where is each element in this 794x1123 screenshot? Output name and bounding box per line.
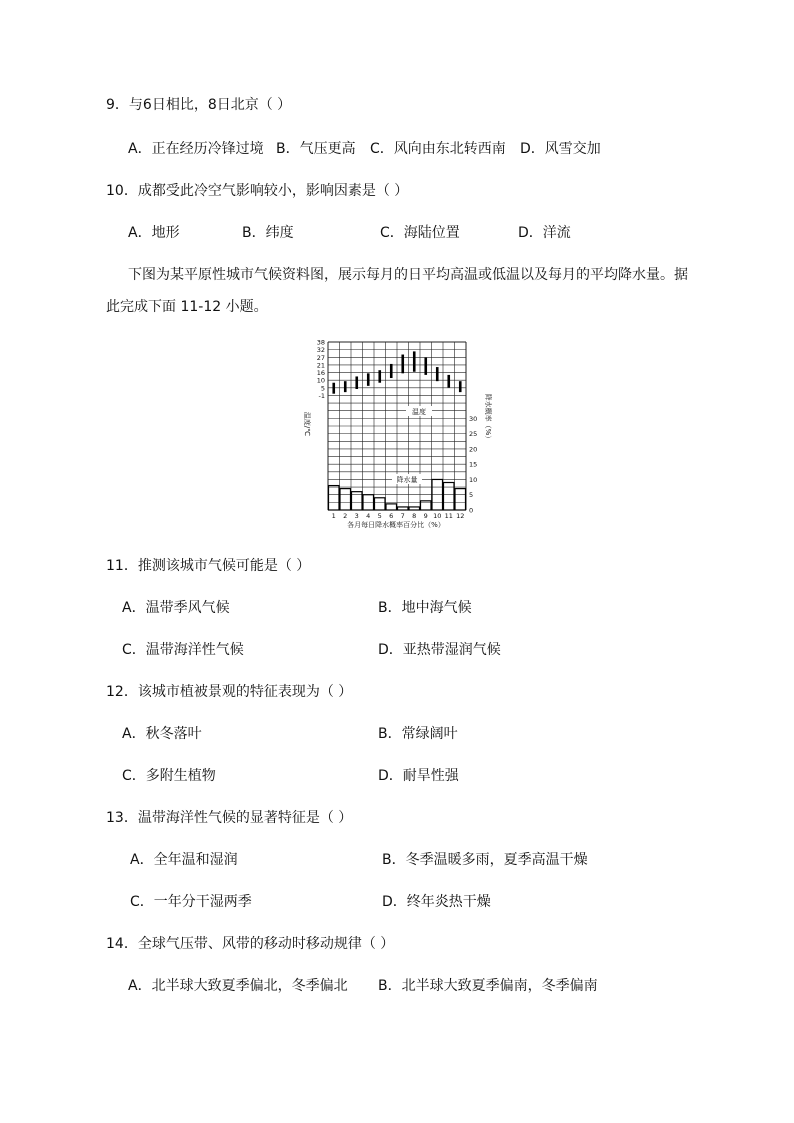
question-9-option-d[interactable]: D．风雪交加 — [520, 141, 601, 157]
question-10-option-d[interactable]: D．洋流 — [518, 225, 571, 241]
precipitation-bar — [398, 507, 409, 510]
month-tick-label: 5 — [377, 512, 382, 520]
temperature-label: 温度 — [412, 408, 426, 416]
question-12-option-a[interactable]: A．秋冬落叶 — [122, 726, 202, 742]
question-13-option-b[interactable]: B．冬季温暖多雨，夏季高温干燥 — [382, 852, 588, 868]
left-axis-label: 温度/℃ — [303, 411, 311, 437]
chart-grid — [328, 342, 466, 510]
month-tick-labels — [332, 512, 465, 520]
question-9-stem: 9．与6日相比，8日北京（ ） — [106, 97, 292, 113]
question-12-option-b[interactable]: B．常绿阔叶 — [378, 726, 458, 742]
intro-line-1: 下图为某平原性城市气候资料图，展示每月的日平均高温或低温以及每月的平均降水量。据 — [128, 267, 688, 283]
question-13-option-c[interactable]: C．一年分干湿两季 — [130, 894, 252, 910]
month-tick-label: 10 — [433, 512, 442, 520]
question-14-stem: 14．全球气压带、风带的移动时移动规律（ ） — [106, 936, 395, 952]
precipitation-bar — [340, 489, 351, 510]
month-tick-label: 7 — [400, 512, 405, 520]
question-12-option-d[interactable]: D．耐旱性强 — [378, 768, 459, 784]
question-11-option-d[interactable]: D．亚热带湿润气候 — [378, 642, 501, 658]
question-9-option-c[interactable]: C．风向由东北转西南 — [370, 141, 506, 157]
precipitation-bar — [386, 504, 397, 510]
month-tick-label: 12 — [456, 512, 465, 520]
temperature-tick-labels — [317, 339, 325, 400]
precipitation-bar — [352, 492, 363, 510]
question-10-option-a[interactable]: A．地形 — [128, 225, 180, 241]
question-14-option-a[interactable]: A．北半球大致夏季偏北，冬季偏北 — [128, 978, 348, 994]
month-tick-label: 3 — [354, 512, 359, 520]
month-tick-label: 1 — [331, 512, 336, 520]
question-11-option-c[interactable]: C．温带海洋性气候 — [122, 642, 244, 658]
question-12-stem: 12．该城市植被景观的特征表现为（ ） — [106, 684, 353, 700]
question-13-option-d[interactable]: D．终年炎热干燥 — [382, 894, 491, 910]
question-11-option-a[interactable]: A．温带季风气候 — [122, 600, 230, 616]
temperature-tick-label: 10 — [316, 376, 325, 385]
precipitation-tick-label: 25 — [469, 430, 478, 439]
precipitation-tick-labels — [469, 415, 477, 515]
temperature-tick-label: 27 — [316, 353, 325, 362]
temperature-tick-label: -1 — [318, 391, 325, 400]
precipitation-bar — [329, 486, 340, 510]
precipitation-tick-label: 30 — [469, 414, 478, 423]
temperature-tick-label: 5 — [320, 384, 325, 393]
temperature-tick-label: 21 — [316, 361, 325, 370]
question-14-option-b[interactable]: B．北半球大致夏季偏南，冬季偏南 — [378, 978, 598, 994]
precipitation-tick-label: 20 — [469, 445, 478, 454]
precipitation-bar — [455, 489, 466, 510]
question-11-stem: 11．推测该城市气候可能是（ ） — [106, 558, 311, 574]
precipitation-label: 降水量 — [396, 476, 418, 484]
precipitation-tick-label: 15 — [469, 460, 478, 469]
month-tick-label: 11 — [444, 512, 453, 520]
question-11-option-b[interactable]: B．地中海气候 — [378, 600, 472, 616]
question-13-option-a[interactable]: A．全年温和湿润 — [130, 852, 238, 868]
precipitation-tick-label: 5 — [469, 491, 474, 500]
month-tick-label: 6 — [389, 512, 394, 520]
month-tick-label: 4 — [366, 512, 371, 520]
question-13-stem: 13．温带海洋性气候的显著特征是（ ） — [106, 810, 353, 826]
precipitation-tick-label: 10 — [469, 475, 478, 484]
right-axis-label: 降水概率（%） — [484, 393, 492, 443]
question-10-option-c[interactable]: C．海陆位置 — [380, 225, 460, 241]
month-tick-label: 8 — [412, 512, 417, 520]
question-10-option-b[interactable]: B．纬度 — [242, 225, 294, 241]
intro-line-2: 此完成下面 11-12 小题。 — [106, 299, 268, 315]
question-10-stem: 10．成都受此冷空气影响较小，影响因素是（ ） — [106, 183, 409, 199]
temperature-tick-label: 38 — [316, 338, 325, 347]
question-9-option-a[interactable]: A．正在经历冷锋过境 — [128, 141, 264, 157]
month-tick-label: 2 — [343, 512, 348, 520]
precipitation-bar — [444, 483, 455, 510]
precipitation-tick-label: 0 — [469, 506, 474, 515]
x-axis-caption: 各月每日降水概率百分比（%） — [347, 521, 445, 529]
precipitation-bar — [375, 498, 386, 510]
question-12-option-c[interactable]: C．多附生植物 — [122, 768, 216, 784]
climate-chart — [296, 334, 496, 534]
month-tick-label: 9 — [423, 512, 428, 520]
question-9-option-b[interactable]: B．气压更高 — [276, 141, 356, 157]
temperature-tick-label: 16 — [316, 369, 325, 378]
temperature-tick-label: 32 — [316, 346, 325, 355]
precipitation-bar — [409, 507, 420, 510]
